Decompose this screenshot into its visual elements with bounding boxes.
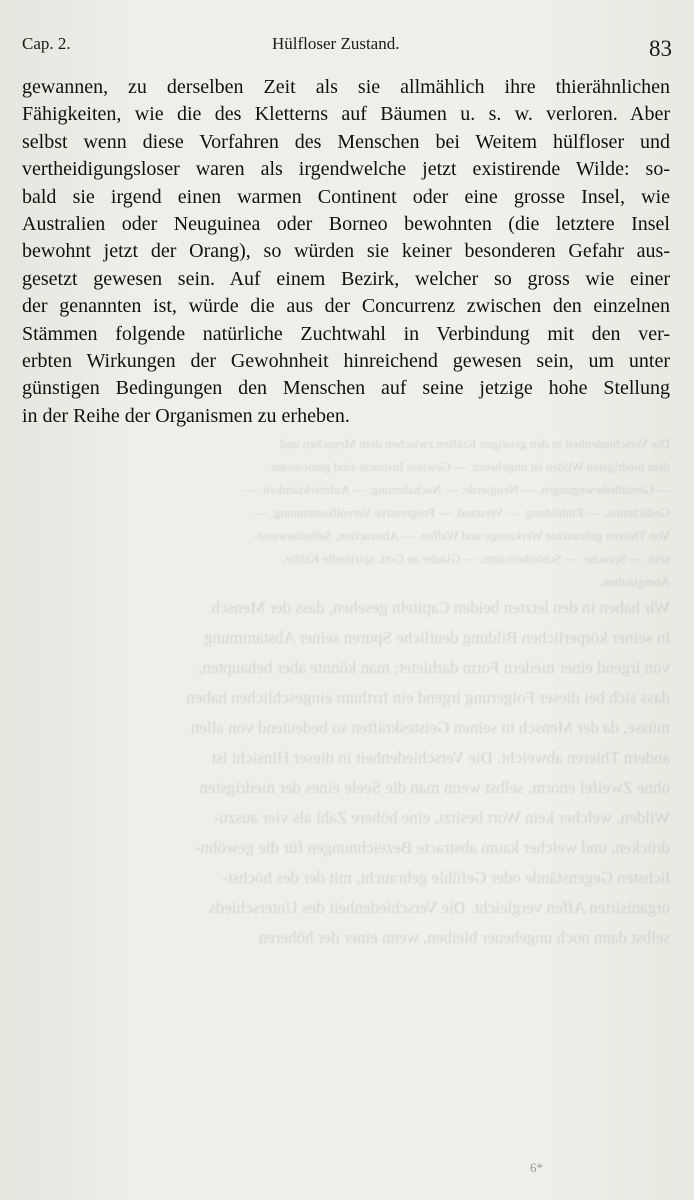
text-line: Stämmen folgende natürliche Zuchtwahl in Verbindung mit den ver-	[22, 322, 670, 345]
text-line-last: in der Reihe der Organismen zu erheben.	[22, 404, 350, 427]
text-line: vertheidigungsloser waren als irgendwelche jetzt existirende Wilde: so-	[22, 158, 670, 181]
text-line: bald sie irgend einen warmen Continent oder eine grosse Insel, wie	[22, 185, 670, 208]
text-line: günstigen Bedingungen den Menschen auf seine jetzige hohe Stellung	[22, 377, 670, 400]
text-line: erbten Wirkungen der Gewohnheit hinreichend gewesen sein, um unter	[22, 349, 670, 372]
signature-mark: 6*	[530, 1160, 543, 1175]
body-paragraph	[22, 74, 670, 430]
text-line: bewohnt jetzt der Orang), so würden sie keiner besonderen Gefahr aus-	[22, 240, 670, 263]
chapter-label: Cap. 2.	[22, 34, 71, 53]
text-line: der genannten ist, würde die aus der Concurrenz zwischen den einzelnen	[22, 295, 670, 318]
text-line: gesetzt gewesen sein. Auf einem Bezirk, welcher so gross wie einer	[22, 267, 670, 290]
text-line: Australien oder Neuguinea oder Borneo bewohnten (die letztere Insel	[22, 212, 670, 235]
text-line: gewannen, zu derselben Zeit als sie allmählich ihre thierähnlichen	[22, 76, 670, 98]
page-number: 83	[649, 36, 672, 61]
running-title: Hülfloser Zustand.	[272, 34, 400, 53]
page-header	[22, 34, 672, 64]
text-line: Fähigkeiten, wie die des Kletterns auf Bäumen u. s. w. verloren. Aber	[22, 103, 670, 126]
bleed-through-text: Die Verschiedenheit in den geistigen Kräften zwischen dem Menschen und dem niedrigsten Wilden ist ungeheuer. — Gewisse Instincte sind gemeinsam. — Gemüthsbewegungen. — Neugierde. — Nachahmung. — Aufmerksamkeit. — Gedächtniss. — Einbildung. — Verstand. — Progressive Vervollkommnung. — Von Thieren gebrauchte Werkzeuge und Waffen. — Abstraction, Selbstbewusst- sein. — Sprache. — Schönheitssinn. — Glaube an Gott, spirituelle Kräfte, Aberglauben. Wir haben in den letzten beiden Capiteln gesehen, dass der Mensch in seiner körperlichen Bildung deutliche Spuren seiner Abstammung von irgend einer niedern Form darbietet; man könnte aber behaupten, dass sich bei dieser Folgerung irgend ein Irrthum eingeschlichen haben müsse, da der Mensch in seinen Geisteskräften so bedeutend von allen andern Thieren abweicht. Die Verschiedenheit in dieser Hinsicht ist ohne Zweifel enorm, selbst wenn man die Seele eines der niedrigsten Wilden, welcher kein Wort besitzt, eine höhere Zahl als vier auszu- drücken, und welcher kaum abstracte Bezeichnungen für die gewöhn- lichsten Gegenstände oder Gefühle gebraucht, mit der des höchst- organisirten Affen vergleicht. Die Verschiedenheit des Unterschieds selbst dann noch ungeheuer bleiben, wenn einer der höheren	[186, 436, 670, 947]
text-line: selbst wenn diese Vorfahren des Menschen bei Weitem hülfloser und	[22, 130, 670, 153]
